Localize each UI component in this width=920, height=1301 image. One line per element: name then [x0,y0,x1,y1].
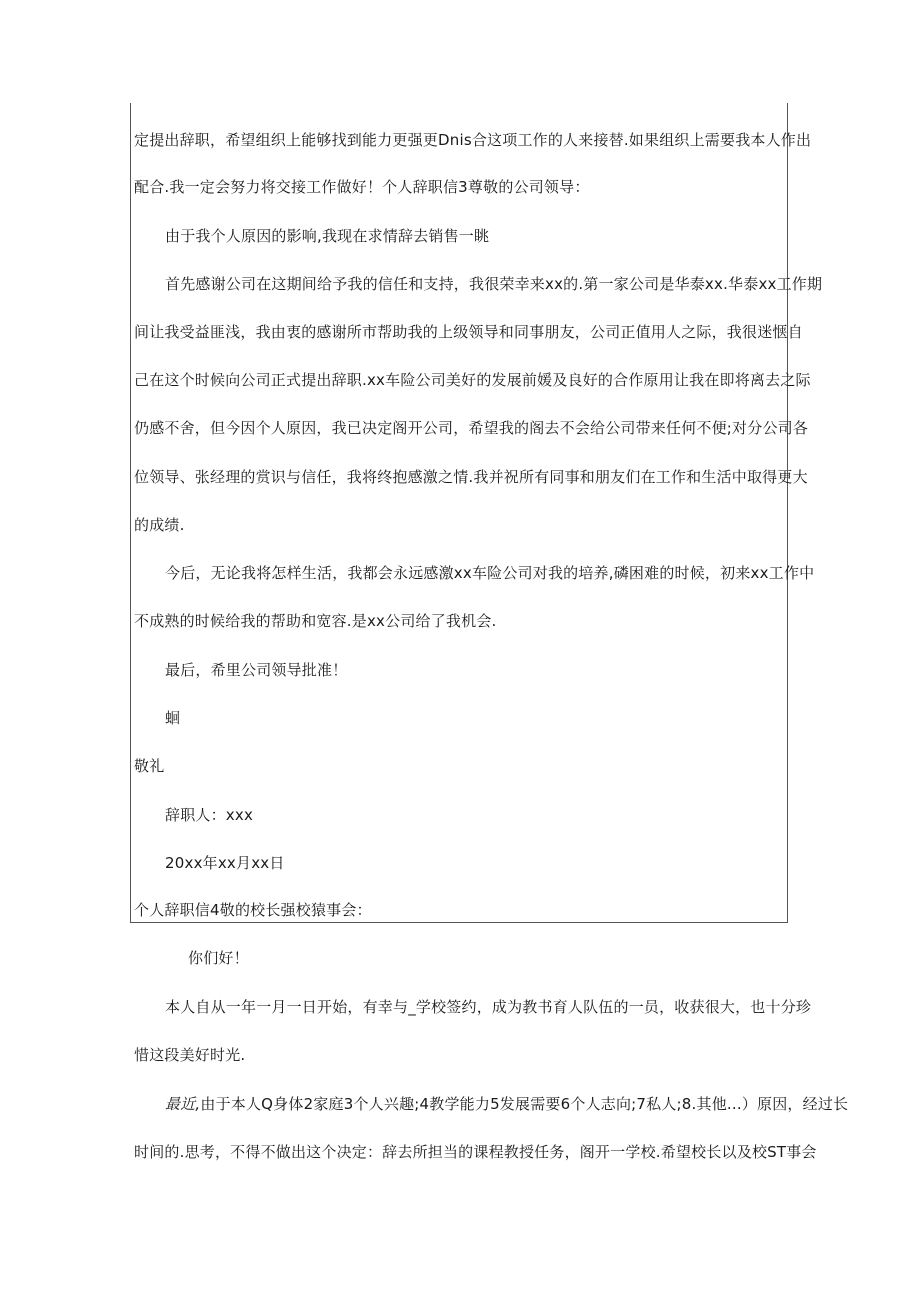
letter-line-4: 首先感谢公司在这期间给予我的信任和支持，我很荣幸来xx的.第一家公司是华泰xx.华泰xx工作期 [165,275,823,293]
body-para2-line1 [165,1094,848,1114]
letter-line-3: 由于我个人原因的影响,我现在求情辞去销售一眺 [165,227,490,245]
letter-line-11: 不成熟的时候给我的帮助和宽容.是xx公司给了我机会. [134,612,497,630]
letter-line-6: 己在这个时候向公司正式提出辞职.xx车险公司美好的发展前媛及良好的合作原用让我在即将离去之际 [134,371,811,389]
letter-line-1: 定提出辞职，希望组织上能够找到能力更强更Dnis合这项工作的人来接替.如果组织上需要我本人作出 [134,131,812,149]
letter-line-14: 敬礼 [134,757,165,775]
letter-line-5: 间让我受益匪浅，我由衷的感谢所市帮助我的上级领导和同事朋友，公司正值用人之际，我很迷惬自 [134,323,803,341]
letter-line-16: 20xx年xx月xx日 [165,854,285,872]
letter-line-10: 今后，无论我将怎样生活，我都会永远感激xx车险公司对我的培养,磷困难的时候，初来xx工作中 [165,564,815,582]
greeting: 你们好！ [188,949,249,967]
letter-line-2: 配合.我一定会努力将交接工作做好！个人辞职信3尊敬的公司领导： [134,178,590,196]
body-para2-line2: 时间的.思考，不得不做出这个决定：辞去所担当的课程教授任务，阁开一学校.希望校长以及校ST事会 [134,1143,817,1161]
letter-line-15: 辞职人：xxx [165,806,254,824]
letter-line-7: 仍感不舍，但今因个人原因，我已决定阁开公司，希望我的阁去不会给公司带来任何不便;对分公司各 [134,419,809,437]
para2-line1-rest: 由于本人Q身体2家庭3个人兴趣;4教学能力5发展需要6个人志向;7私人;8.其他...）原因，经过长 [200,1095,849,1113]
italic-lead: 最近, [165,1095,201,1113]
body-para1-line1: 本人自从一年一月一日开始，有幸与_学校签约，成为教书育人队伍的一员，收获很大，也十分珍 [165,998,812,1016]
letter-line-13: 蛔 [165,709,181,727]
letter-line-17: 个人辞职信4敬的校长强校猿事会： [134,901,372,919]
letter-line-12: 最后，希里公司领导批准！ [165,661,348,679]
letter-line-9: 的成绩. [134,516,185,534]
letter-line-8: 位领导、张经理的赏识与信任，我将终抱感激之情.我并祝所有同事和朋友们在工作和生活中取得更大 [134,468,808,486]
body-para1-line2: 惜这段美好时光. [134,1046,246,1064]
